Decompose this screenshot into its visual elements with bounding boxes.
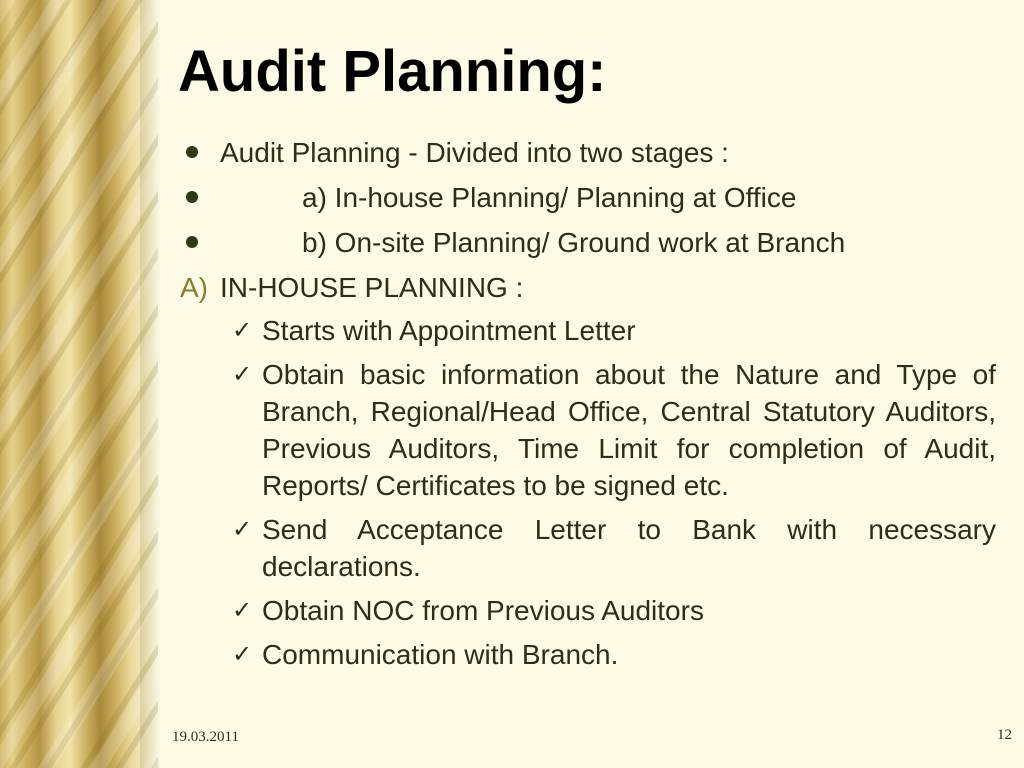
decorative-gold-pillar <box>0 0 158 768</box>
checklist-text: Obtain basic information about the Nature and Type of Branch, Regional/Head Office, Central Statutory Auditors, Previous Auditors, Time Limit for completion of Audit, Reports/ Certificates to be signed etc. <box>262 359 996 501</box>
checklist-item <box>232 511 996 585</box>
round-bullet-icon <box>186 236 198 248</box>
checklist-text: Send Acceptance Letter to Bank with necessary declarations. <box>262 514 996 582</box>
checkmark-icon: ✓ <box>232 361 253 388</box>
round-bullet-icon <box>186 191 198 203</box>
slide-title: Audit Planning: <box>178 39 607 104</box>
footer-date: 19.03.2011 <box>172 729 239 745</box>
section-heading-text: IN-HOUSE PLANNING : <box>220 272 524 303</box>
bullet-text: b) On-site Planning/ Ground work at Branch <box>302 227 846 258</box>
bullet-item <box>180 134 1000 171</box>
checkmark-icon: ✓ <box>232 516 253 543</box>
slide-content <box>180 134 1000 680</box>
checkmark-icon: ✓ <box>232 317 253 344</box>
checklist-text: Communication with Branch. <box>262 639 619 670</box>
checklist-item <box>232 312 996 349</box>
checklist-item <box>232 356 996 504</box>
bullet-item <box>180 179 1000 216</box>
section-heading <box>180 269 1000 306</box>
page-number: 12 <box>997 727 1012 743</box>
checklist-item <box>232 592 996 629</box>
checkmark-icon: ✓ <box>232 597 253 624</box>
checklist-item <box>232 636 996 673</box>
checklist-text: Obtain NOC from Previous Auditors <box>262 595 704 626</box>
checklist-text: Starts with Appointment Letter <box>262 315 636 346</box>
checkmark-icon: ✓ <box>232 641 253 668</box>
bullet-text: Audit Planning - Divided into two stages : <box>220 137 729 168</box>
bullet-item <box>180 224 1000 261</box>
section-marker: A) <box>180 272 208 303</box>
bullet-text: a) In-house Planning/ Planning at Office <box>302 182 797 213</box>
round-bullet-icon <box>186 146 198 158</box>
pillar-shadow <box>140 0 162 768</box>
